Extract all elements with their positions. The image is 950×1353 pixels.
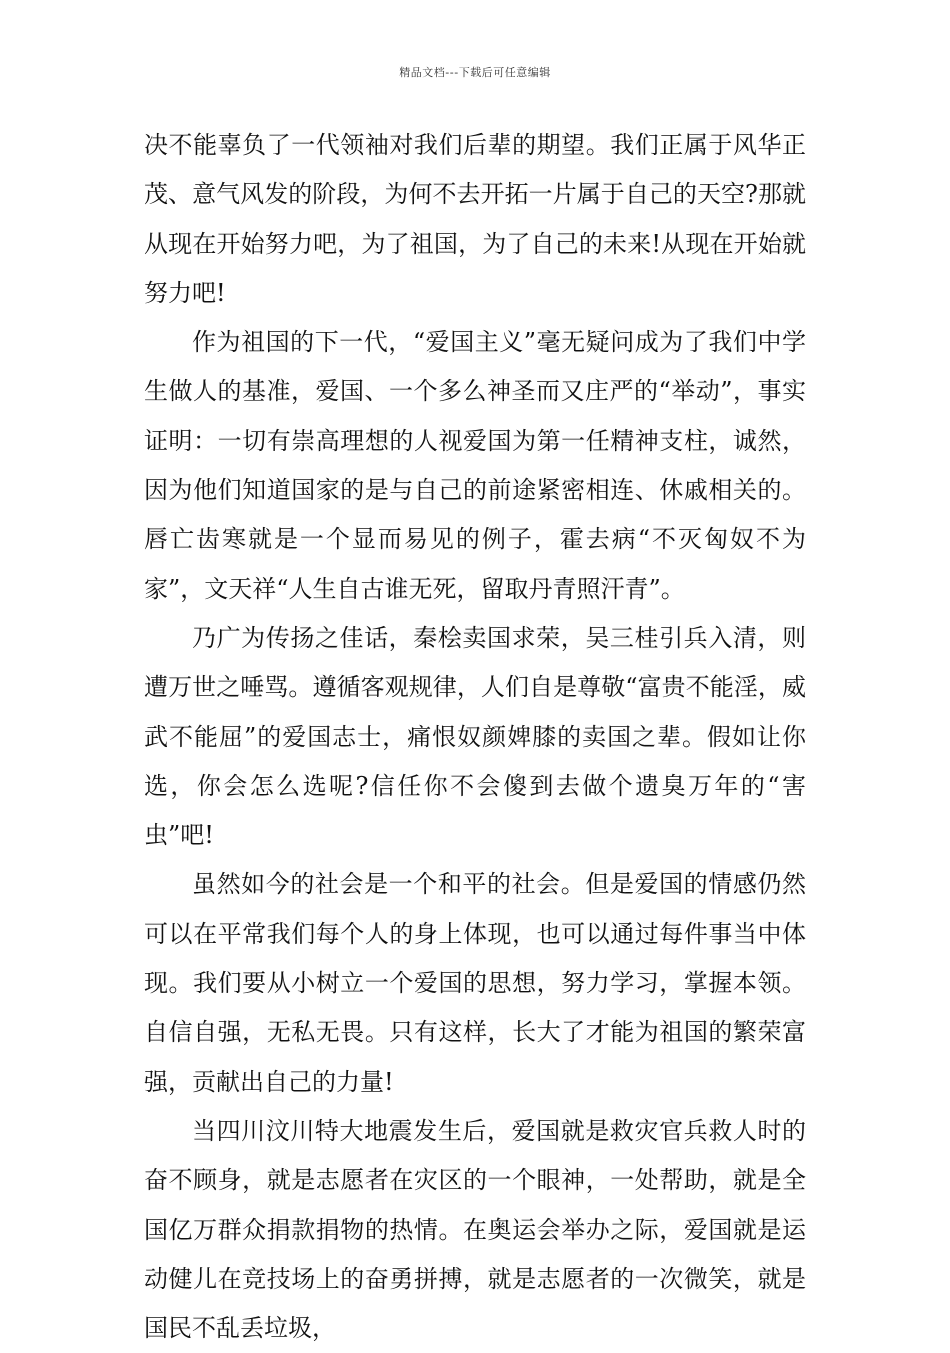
paragraph-3: 乃广为传扬之佳话，秦桧卖国求荣，吴三桂引兵入清，则遭万世之唾骂。遵循客观规律，人们自是尊敬“富贵不能淫，威武不能屈”的爱国志士，痛恨奴颜婢膝的卖国之辈。假如让你选，你会怎么选呢?信任你不会傻到去做个遗臭万年的“害虫”吧! [144, 623, 806, 850]
paragraph-5: 当四川汶川特大地震发生后，爱国就是救灾官兵救人时的奋不顾身，就是志愿者在灾区的一个眼神，一处帮助，就是全国亿万群众捐款捐物的热情。在奥运会举办之际，爱国就是运动健儿在竞技场上的奋勇拼搏，就是志愿者的一次微笑，就是国民不乱丢垃圾， [144, 1116, 806, 1343]
paragraph-1: 决不能辜负了一代领袖对我们后辈的期望。我们正属于风华正茂、意气风发的阶段，为何不去开拓一片属于自己的天空?那就从现在开始努力吧，为了祖国，为了自己的未来!从现在开始就努力吧! [144, 131, 806, 307]
paragraph-4: 虽然如今的社会是一个和平的社会。但是爱国的情感仍然可以在平常我们每个人的身上体现，也可以通过每件事当中体现。我们要从小树立一个爱国的思想，努力学习，掌握本领。自信自强，无私无畏。只有这样，长大了才能为祖国的繁荣富强，贡献出自己的力量! [144, 870, 806, 1096]
page-header: 精品文档---下载后可任意编辑 [399, 66, 551, 79]
paragraph-2: 作为祖国的下一代，“爱国主义”毫无疑问成为了我们中学生做人的基准，爱国、一个多么神圣而又庄严的“举动”，事实证明：一切有崇高理想的人视爱国为第一任精神支柱，诚然，因为他们知道国家的是与自己的前途紧密相连、休戚相关的。唇亡齿寒就是一个显而易见的例子，霍去病“不灭匈奴不为家”，文天祥“人生自古谁无死，留取丹青照汗青”。 [144, 328, 806, 603]
document-body [144, 121, 806, 1353]
